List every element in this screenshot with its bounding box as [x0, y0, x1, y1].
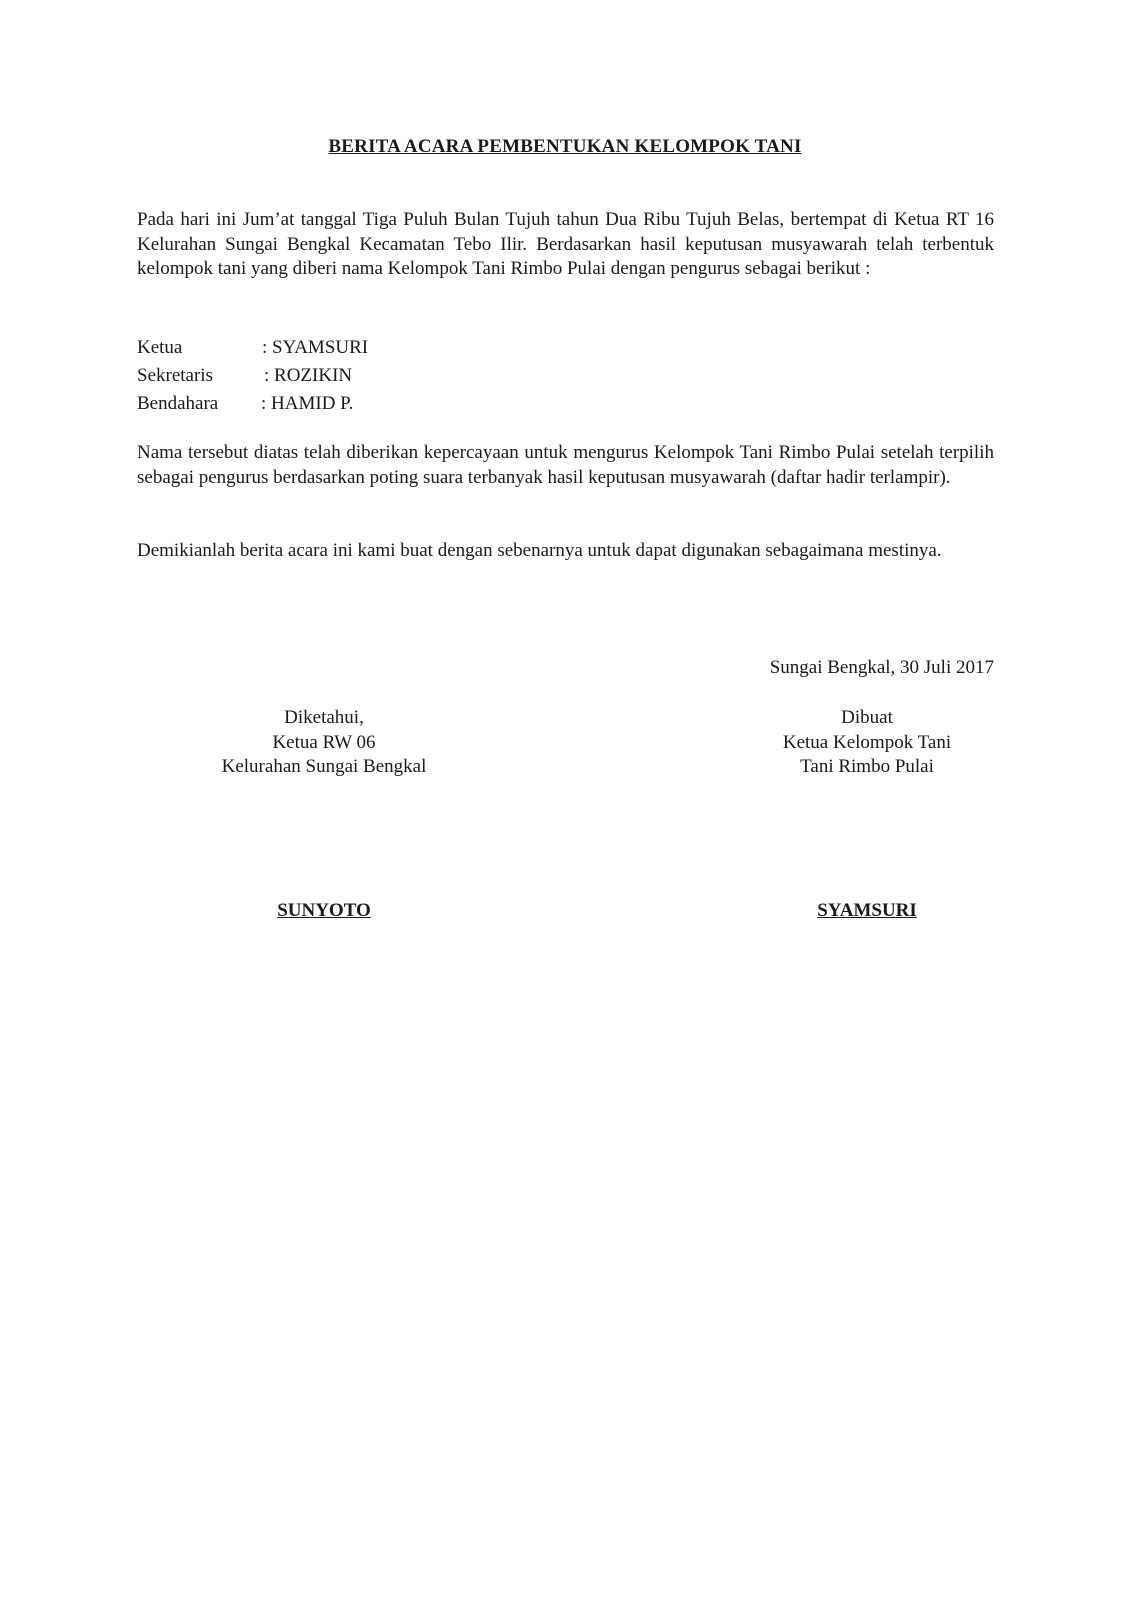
officer-name: : SYAMSURI — [262, 337, 369, 358]
right-signatory-block — [707, 706, 1027, 780]
place-date: Sungai Bengkal, 30 Juli 2017 — [769, 657, 994, 678]
officers-list — [137, 334, 368, 418]
left-signatory-line3: Kelurahan Sungai Bengkal — [221, 756, 427, 777]
officer-role: Sekretaris — [137, 365, 213, 386]
officer-row-ketua — [137, 334, 368, 362]
officer-name: : HAMID P. — [261, 393, 354, 414]
left-signatory-line2: Ketua RW 06 — [272, 731, 376, 753]
officer-role: Bendahara — [137, 393, 219, 414]
officer-role: Ketua — [137, 337, 183, 358]
left-signatory-block — [164, 706, 484, 780]
appointment-paragraph: Nama tersebut diatas telah diberikan kepercayaan untuk mengurus Kelompok Tani Rimbo Pulai setelah terpilih sebagai pengurus berdasarkan poting suara terbanyak hasil keputusan musyawarah (daftar hadir terlampir). — [137, 442, 994, 488]
left-signatory-name: SUNYOTO — [277, 900, 371, 921]
officer-row-sekretaris — [137, 362, 368, 390]
officer-row-bendahara — [137, 390, 368, 418]
opening-paragraph: Pada hari ini Jum’at tanggal Tiga Puluh Bulan Tujuh tahun Dua Ribu Tujuh Belas, bertempat di Ketua RT 16 Kelurahan Sungai Bengkal Kecamatan Tebo Ilir. Berdasarkan hasil keputusan musyawarah telah terbentuk kelompok tani yang diberi nama Kelompok Tani Rimbo Pulai dengan pengurus sebagai berikut : — [137, 209, 994, 279]
officer-name: : ROZIKIN — [264, 365, 353, 386]
right-signatory-line2: Ketua Kelompok Tani — [782, 731, 952, 753]
document-title: BERITA ACARA PEMBENTUKAN KELOMPOK TANI — [328, 136, 802, 157]
right-signatory-line1: Dibuat — [841, 707, 893, 728]
left-signatory-line1: Diketahui, — [284, 707, 364, 728]
closing-paragraph: Demikianlah berita acara ini kami buat dengan sebenarnya untuk dapat digunakan sebagaimana mestinya. — [137, 540, 942, 561]
right-signatory-name: SYAMSURI — [817, 900, 917, 921]
right-signatory-line3: Tani Rimbo Pulai — [800, 756, 934, 777]
